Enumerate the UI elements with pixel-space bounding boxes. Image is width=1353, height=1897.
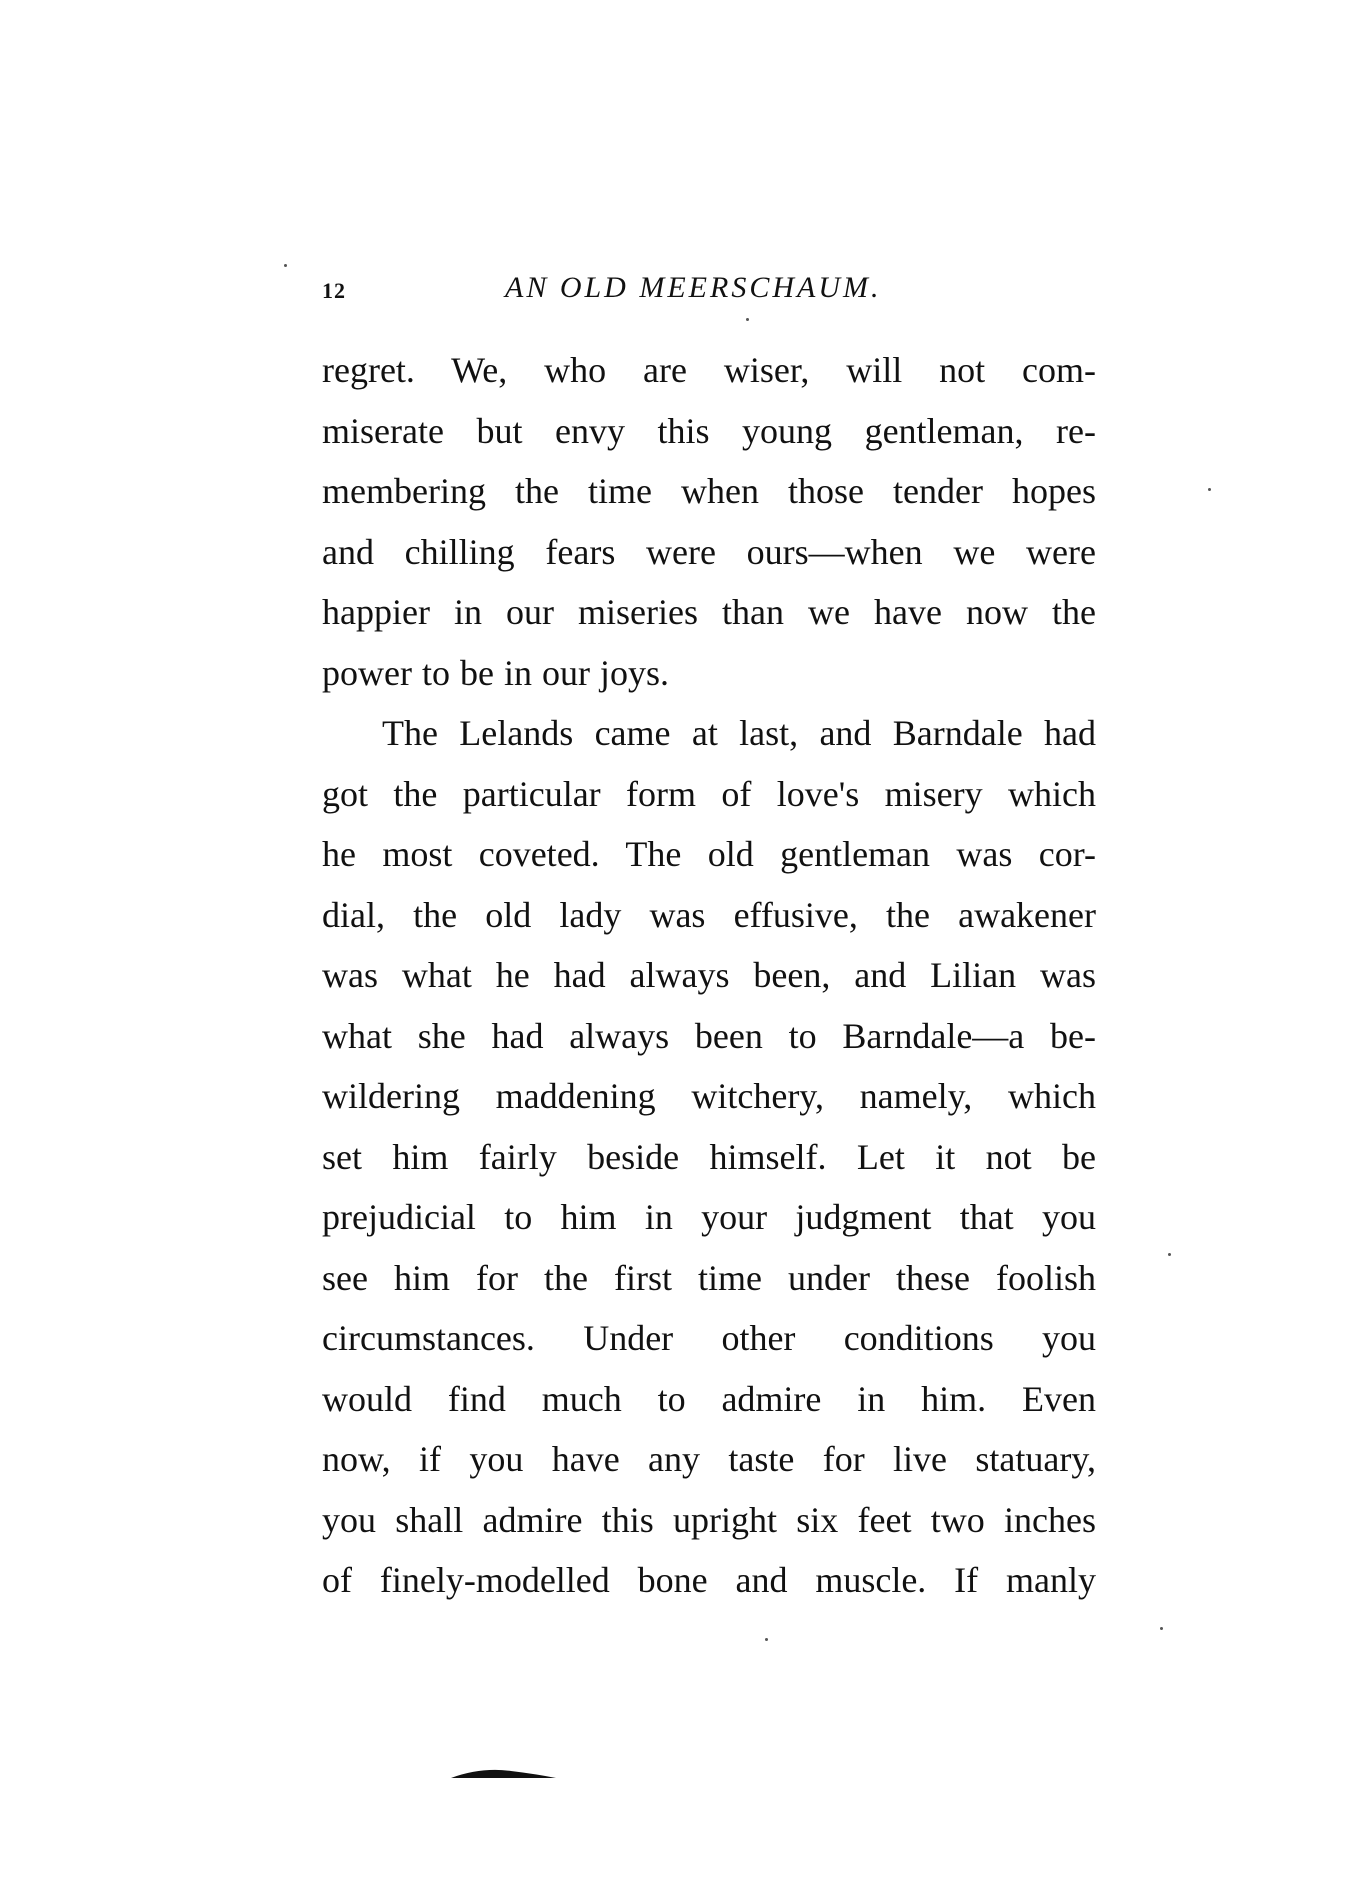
text-line: membering the time when those tender hopes [322,471,1096,511]
running-title: AN OLD MEERSCHAUM. [505,271,882,304]
text-line: now, if you have any taste for live statuary, [322,1439,1096,1479]
text-line: was what he had always been, and Lilian was [322,955,1096,995]
text-line: The Lelands came at last, and Barndale had [382,713,1096,753]
text-line: got the particular form of love's misery which [322,773,1096,814]
print-speck [765,1638,768,1641]
text-line: prejudicial to him in your judgment that you [322,1197,1096,1237]
text-line: see him for the first time under these foolish [322,1257,1096,1298]
running-head [322,268,1094,308]
text-line: set him fairly beside himself. Let it not be [322,1136,1096,1177]
text-line: what she had always been to Barndale—a be- [322,1015,1096,1056]
body-text [322,340,1096,1611]
text-line: dial, the old lady was effusive, the awakener [322,894,1096,935]
text-line: happier in our miseries than we have now the [322,592,1096,632]
text-line: circumstances. Under other conditions you [322,1318,1096,1358]
print-speck [1160,1627,1163,1630]
text-line: and chilling fears were ours—when we were [322,531,1096,572]
text-line: wildering maddening witchery, namely, which [322,1076,1096,1116]
text-line: miserate but envy this young gentleman, re- [322,410,1096,451]
ink-smudge [451,1769,556,1779]
text-line: he most coveted. The old gentleman was cor- [322,834,1096,874]
page-number: 12 [322,278,346,303]
text-line: would find much to admire in him. Even [322,1378,1096,1419]
text-line: power to be in our joys. [322,652,669,693]
text-line: of finely-modelled bone and muscle. If manly [322,1560,1096,1600]
print-speck [746,318,749,321]
print-speck [284,264,287,267]
print-speck [1208,488,1211,491]
print-speck [1168,1253,1171,1256]
text-line: regret. We, who are wiser, will not com- [322,350,1096,390]
text-line: you shall admire this upright six feet two inches [322,1499,1096,1540]
